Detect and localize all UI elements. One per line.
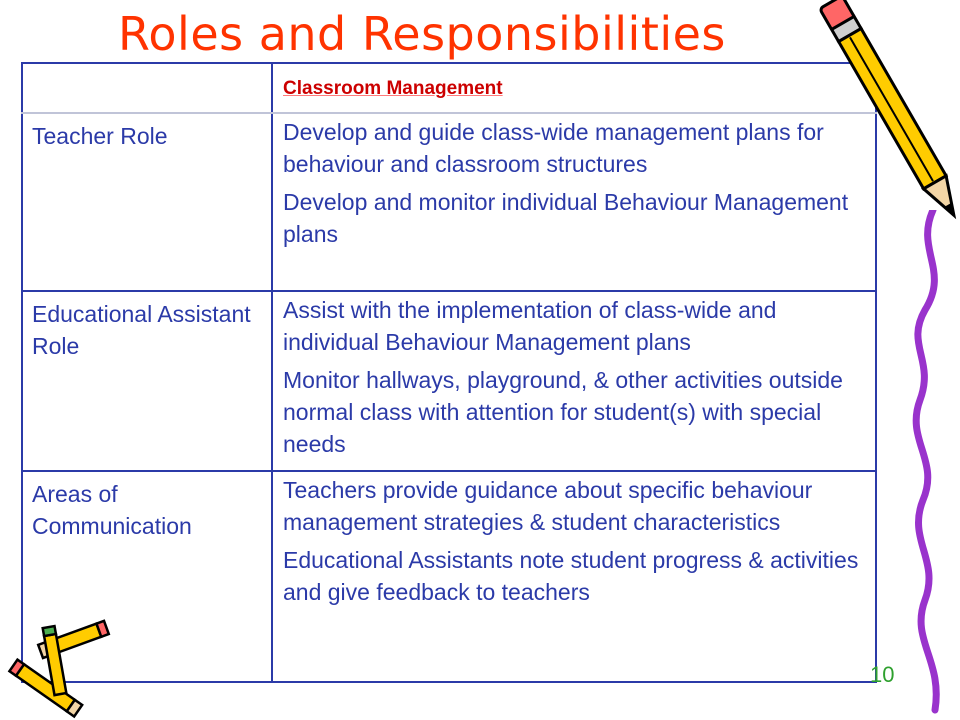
- pencils-icon: [0, 610, 115, 720]
- description-item: Develop and monitor individual Behaviour Management plans: [283, 189, 849, 247]
- description-item: Educational Assistants note student progress & activities and give feedback to teachers: [283, 547, 859, 605]
- table-header-row: [22, 63, 876, 113]
- description-cell: [272, 113, 876, 291]
- page-number: 10: [870, 662, 895, 687]
- header-empty-cell: [22, 63, 272, 113]
- role-cell: Educational Assistant Role: [22, 291, 272, 471]
- role-cell: Teacher Role: [22, 113, 272, 291]
- header-cell: [272, 63, 876, 113]
- table-row: [22, 291, 876, 471]
- description-item: Assist with the implementation of class-wide and individual Behaviour Management plans: [283, 297, 777, 355]
- table-row: [22, 471, 876, 682]
- description-cell: [272, 471, 876, 682]
- description-cell: [272, 291, 876, 471]
- description-item: Monitor hallways, playground, & other activities outside normal class with attention for student(s) with special needs: [283, 367, 843, 457]
- description-item: Develop and guide class-wide management plans for behaviour and classroom structures: [283, 119, 824, 177]
- slide-title: Roles and Responsibilities: [118, 7, 726, 61]
- table-header: Classroom Management: [283, 78, 503, 99]
- description-item: Teachers provide guidance about specific behaviour management strategies & student characteristics: [283, 477, 813, 535]
- role-cell: Areas of Communication: [22, 471, 272, 682]
- squiggle-decoration: [895, 210, 960, 720]
- roles-table: [21, 62, 877, 683]
- table-row: [22, 113, 876, 291]
- pencil-icon: [800, 0, 960, 240]
